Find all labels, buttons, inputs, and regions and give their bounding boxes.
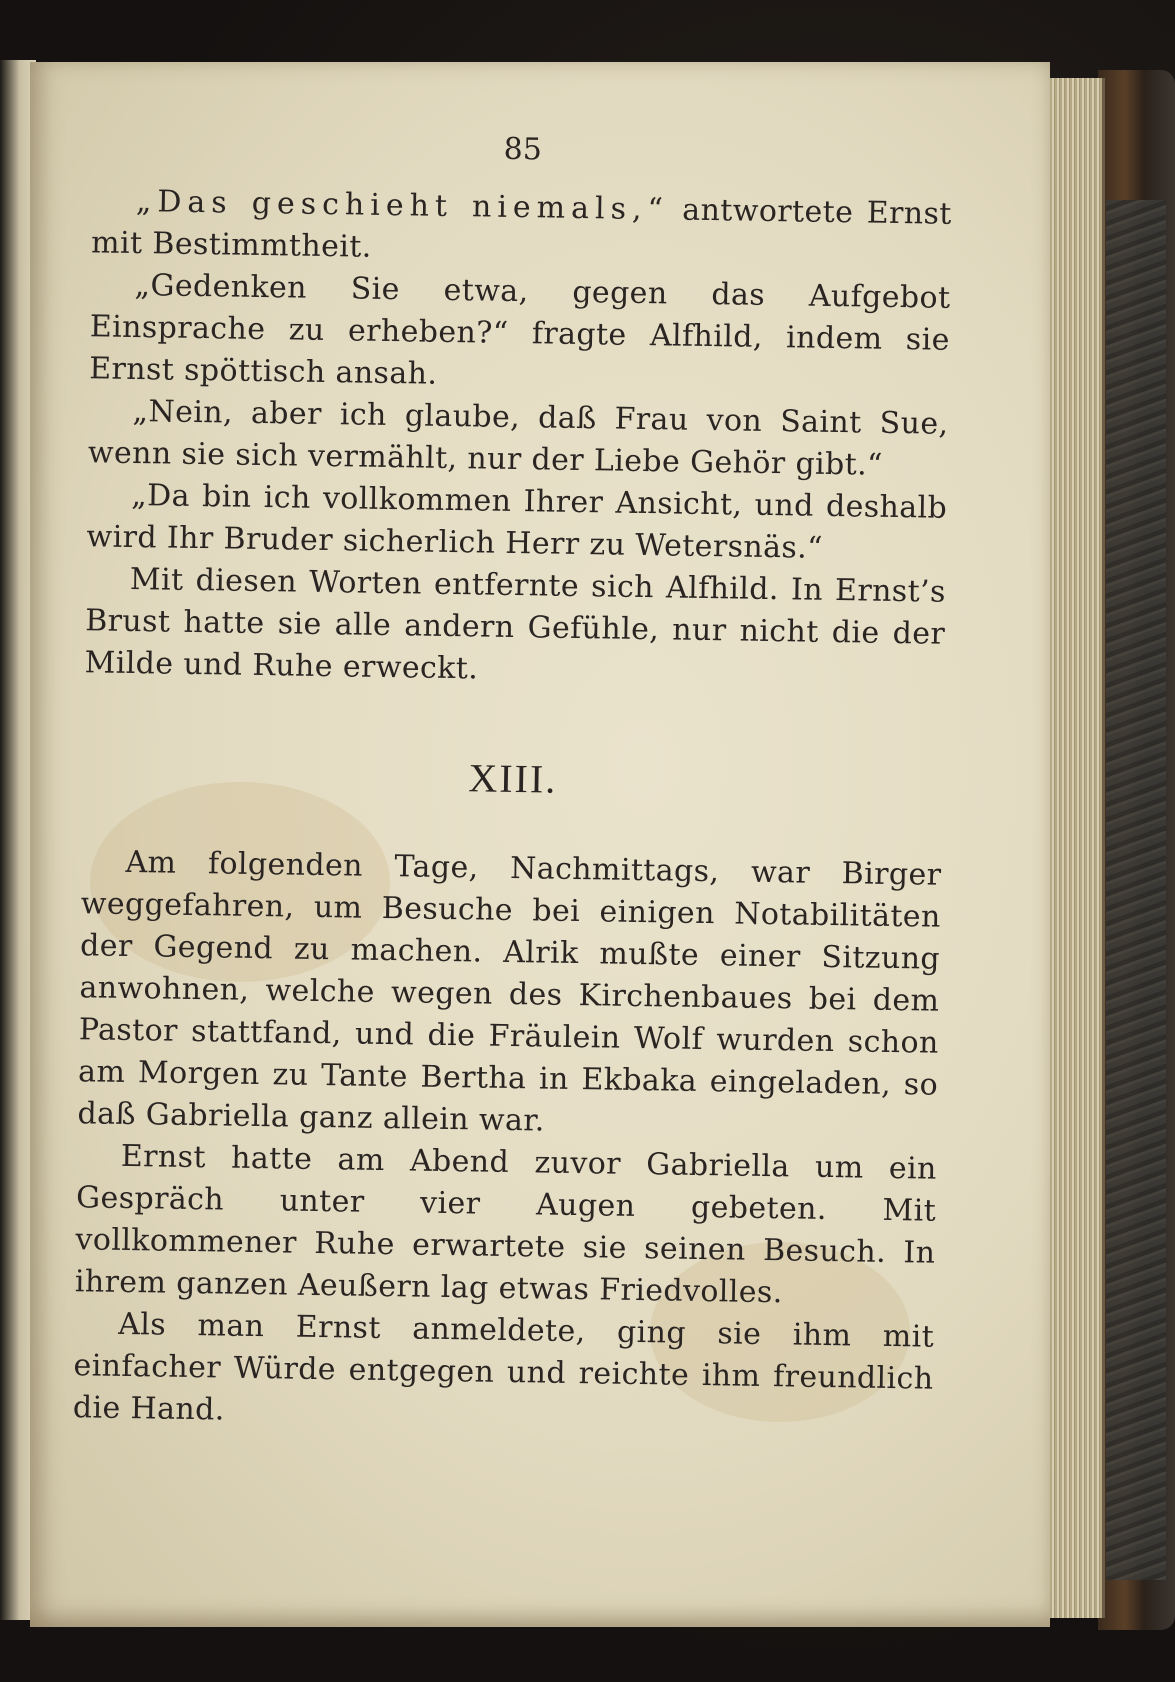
paragraph <box>91 180 952 277</box>
paragraph: „Da bin ich vollkommen Ihrer Ansicht, und deshalb wird Ihr Bruder sicherlich Herr zu Wetersnäs.“ <box>86 477 948 566</box>
paragraph: Ernst hatte am Abend zuvor Gabriella um ein Gespräch unter vier Augen gebeten. Mit vollkommener Ruhe erwartete sie seinen Besuch. In ihrem ganzen Aeußern lag etwas Friedvolles. <box>74 1138 938 1311</box>
paragraph: Mit diesen Worten entfernte sich Alfhild. In Ernst’s Brust hatte sie alle andern Gefühle, nur nicht die der Milde und Ruhe erweckt. <box>84 561 947 687</box>
chapter-heading: XIII. <box>468 755 558 802</box>
paragraph-text: antwortete Ernst mit Bestimmtheit. <box>90 192 953 265</box>
paragraph: „Gedenken Sie etwa, gegen das Aufgebot Einsprache zu erheben?“ fragte Alfhild, indem sie Ernst spöttisch ansah. <box>88 268 951 392</box>
page-content <box>73 125 953 1442</box>
book-page <box>30 62 1050 1627</box>
paragraph: „Nein, aber ich glaube, daß Frau von Saint Sue, wenn sie sich vermählt, nur der Liebe Gehör gibt.“ <box>87 393 949 483</box>
paragraph: Am folgenden Tage, Nachmittags, war Birger weggefahren, um Besuche bei einigen Notabilitäten der Gegend zu machen. Alrik mußte einer Sitzung anwohnen, welche wegen des Kirchenbaues bei dem Pastor stattfand, und die Fräulein Wolf wurden schon am Morgen zu Tante Bertha in Ekbaka eingeladen, so daß Gabriella ganz allein war. <box>77 844 942 1139</box>
book-cover-cloth <box>1106 200 1166 1580</box>
spaced-text: „Das geschieht niemals,“ <box>135 184 670 228</box>
paragraph: Als man Ernst anmeldete, ging sie ihm mit einfacher Würde entgegen und reichte ihm freundlich die Hand. <box>72 1306 935 1428</box>
page-number: 85 <box>503 131 543 168</box>
